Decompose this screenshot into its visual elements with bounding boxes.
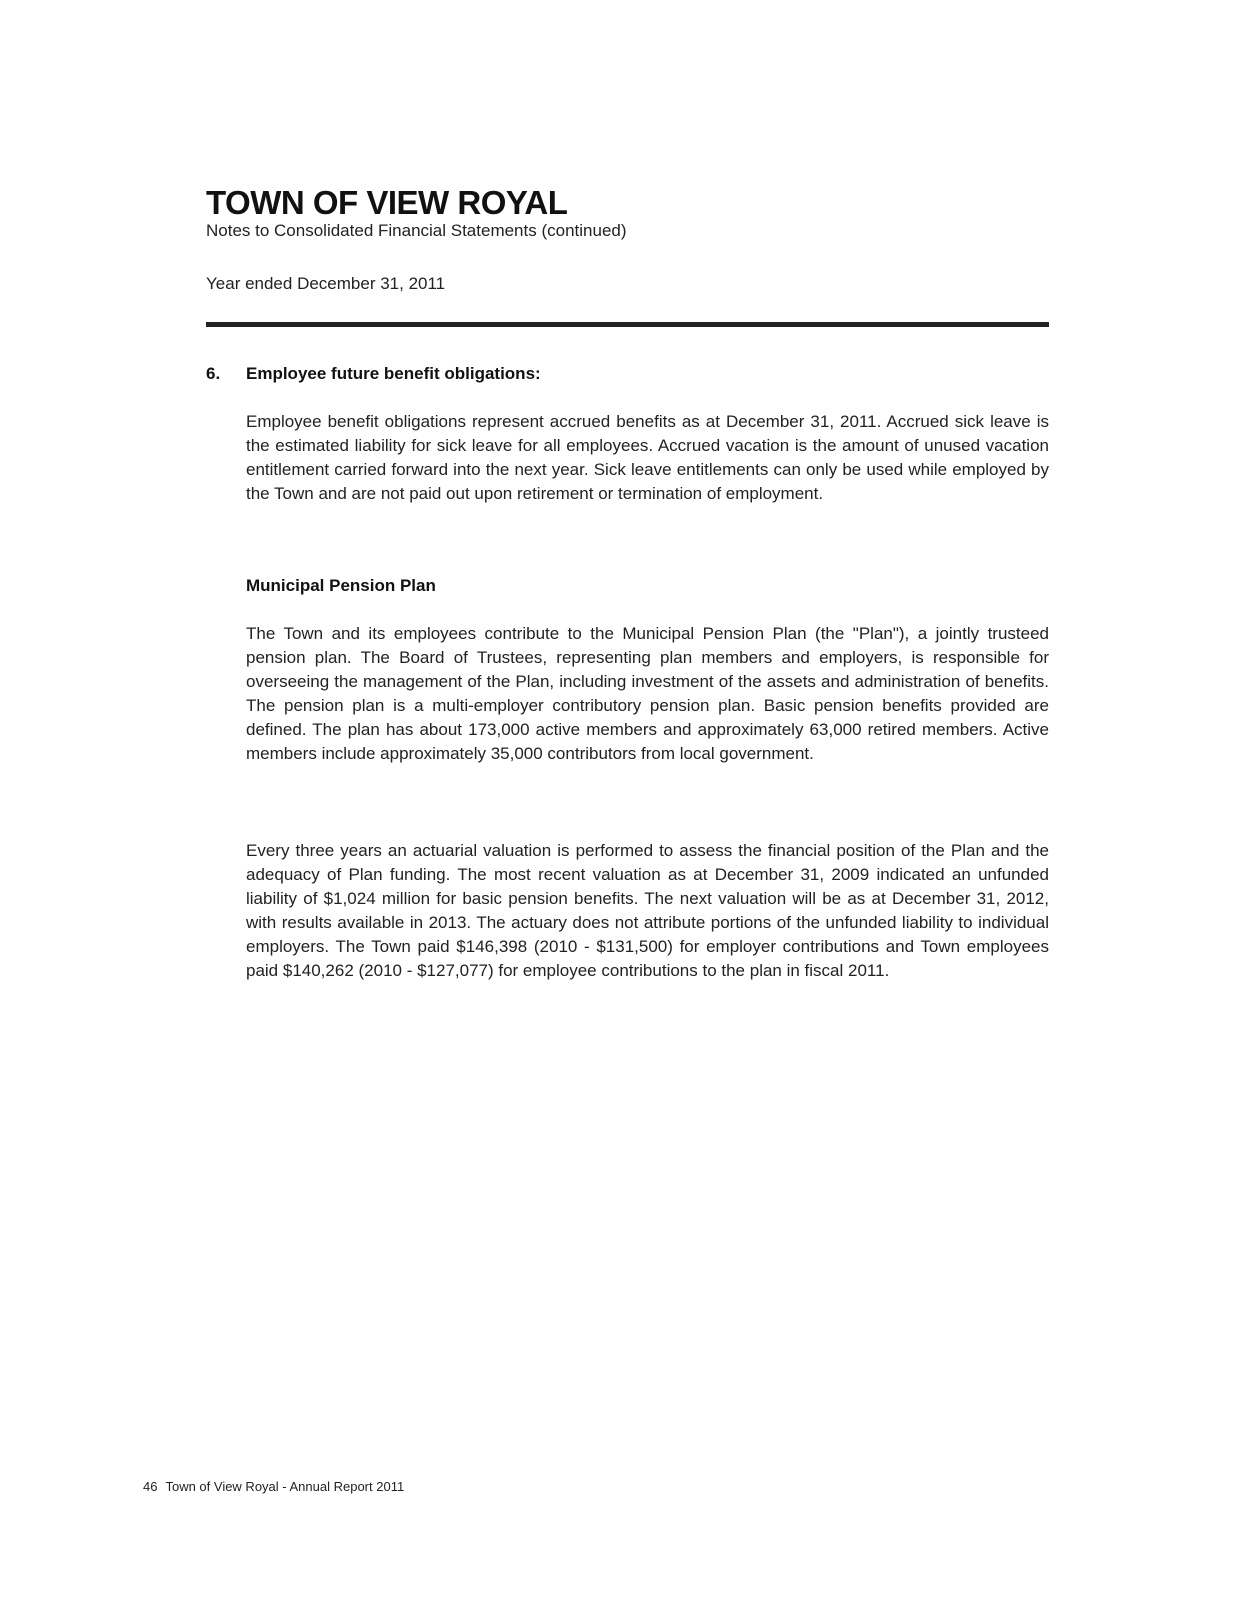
document-subtitle: Notes to Consolidated Financial Statements (continued) xyxy=(206,221,627,240)
pension-plan-paragraph: The Town and its employees contribute to the Municipal Pension Plan (the "Plan"), a jointly trusteed pension plan. The Board of Trustees, representing plan members and employers, is responsible for overseeing the management of the Plan, including investment of the assets and administration of benefits. The pension plan is a multi-employer contributory pension plan. Basic pension benefits provided are defined. The plan has about 173,000 active members and approximately 63,000 retired members. Active members include approximately 35,000 contributors from local government. xyxy=(246,624,1049,763)
header-divider xyxy=(206,322,1049,327)
section-number: 6. xyxy=(206,364,221,383)
section-title: Employee future benefit obligations: xyxy=(246,364,541,383)
reporting-period: Year ended December 31, 2011 xyxy=(206,274,446,293)
section-heading xyxy=(206,363,541,385)
subsection-heading: Municipal Pension Plan xyxy=(246,576,436,595)
page-number: 46 xyxy=(143,1479,158,1494)
organization-title: TOWN OF VIEW ROYAL xyxy=(206,184,568,221)
publication-name: Town of View Royal - Annual Report 2011 xyxy=(165,1479,405,1494)
intro-paragraph: Employee benefit obligations represent accrued benefits as at December 31, 2011. Accrued sick leave is the estimated liability for sick leave for all employees. Accrued vacation is the amount of unused vacation entitlement carried forward into the next year. Sick leave entitlements can only be used while employed by the Town and are not paid out upon retirement or termination of employment. xyxy=(246,412,1049,503)
page-footer xyxy=(143,1478,404,1496)
actuarial-valuation-paragraph: Every three years an actuarial valuation is performed to assess the financial position of the Plan and the adequacy of Plan funding. The most recent valuation as at December 31, 2009 indicated an unfunded liability of $1,024 million for basic pension benefits. The next valuation will be as at December 31, 2012, with results available in 2013. The actuary does not attribute portions of the unfunded liability to individual employers. The Town paid $146,398 (2010 - $131,500) for employer contributions and Town employees paid $140,262 (2010 - $127,077) for employee contributions to the plan in fiscal 2011. xyxy=(246,841,1049,980)
